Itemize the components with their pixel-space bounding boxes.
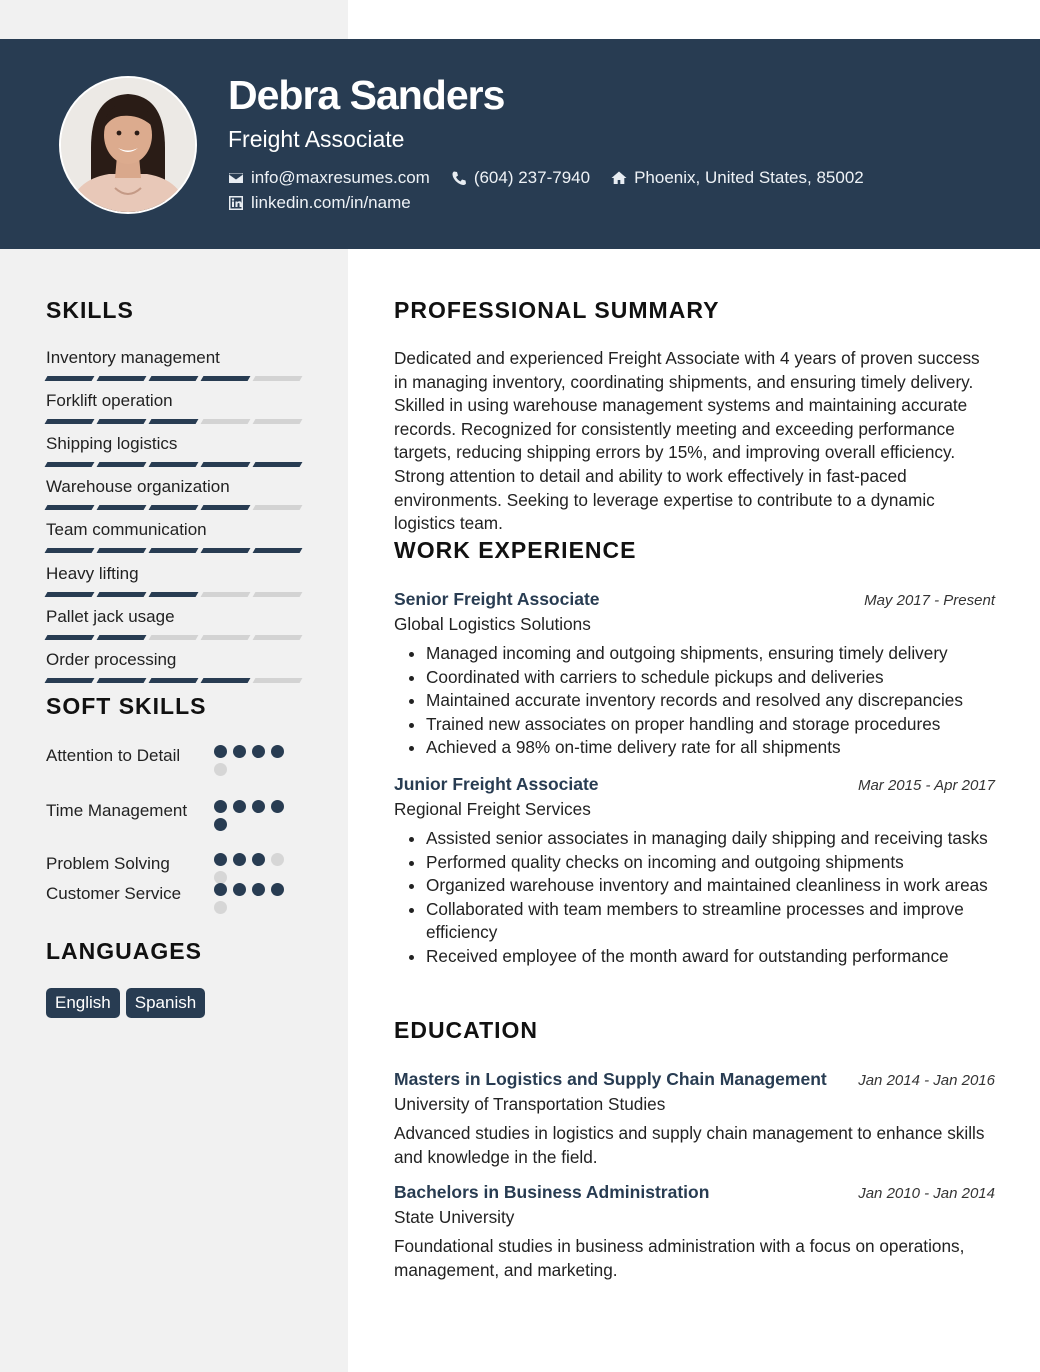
rating-dot	[214, 853, 227, 866]
contact-phone[interactable]	[451, 167, 590, 189]
profile-photo	[61, 78, 195, 212]
responsibility-item: • Organized warehouse inventory and maintained cleanliness in work areas	[426, 874, 995, 898]
avatar	[59, 76, 197, 214]
rating-dot	[271, 745, 284, 758]
company-name: Regional Freight Services	[394, 799, 591, 819]
phone-icon	[451, 170, 467, 186]
soft-skill-rating	[214, 853, 292, 884]
soft-skill-item	[46, 799, 296, 822]
resume-header	[0, 39, 1040, 249]
skill-item	[46, 519, 302, 553]
skill-item	[46, 606, 302, 640]
rating-dot	[252, 853, 265, 866]
skill-level-segment	[201, 376, 251, 381]
skill-name: Inventory management	[46, 348, 220, 367]
skill-level-segment	[97, 548, 147, 553]
rating-dot	[233, 800, 246, 813]
skill-name: Pallet jack usage	[46, 607, 175, 626]
linkedin-icon	[228, 195, 244, 211]
skill-level-segment	[253, 505, 303, 510]
skill-level-segment	[45, 505, 95, 510]
experience-heading: WORK EXPERIENCE	[394, 537, 637, 563]
rating-dot	[252, 745, 265, 758]
education-dates: Jan 2010 - Jan 2014	[858, 1185, 995, 1202]
contact-line	[228, 192, 432, 214]
rating-dot	[252, 800, 265, 813]
soft-skill-item	[46, 882, 296, 905]
summary-text: Dedicated and experienced Freight Associate with 4 years of proven success in managing inventory, coordinating shipments, and ensuring timely delivery. Skilled in using warehouse management systems and maintaining accurate records. Recognized for consistently meeting and exceeding performance targets, reducing shipping errors by 15%, and improving overall efficiency. Strong attention to detail and ability to work effectively in fast-paced environments. Seeking to leverage expertise to contribute to a dynamic logistics team.	[394, 348, 980, 534]
skill-level-segment	[97, 376, 147, 381]
experience-entry	[394, 773, 995, 969]
skill-level-segment	[149, 505, 199, 510]
skill-item	[46, 649, 302, 683]
soft-skill-rating	[214, 800, 292, 831]
soft-skill-name: Attention to Detail	[46, 746, 181, 765]
skill-level-segment	[201, 419, 251, 424]
education-heading: EDUCATION	[394, 1017, 539, 1043]
skill-name: Warehouse organization	[46, 477, 230, 496]
responsibility-item: • Coordinated with carriers to schedule pickups and deliveries	[426, 666, 995, 690]
entry-header	[394, 1181, 995, 1204]
rating-dot	[233, 883, 246, 896]
skill-level-bar	[46, 548, 302, 553]
skill-level-segment	[149, 592, 199, 597]
summary-heading: PROFESSIONAL SUMMARY	[394, 297, 720, 323]
school-name: University of Transportation Studies	[394, 1094, 666, 1114]
rating-dot	[271, 853, 284, 866]
linkedin-text: linkedin.com/in/name	[251, 193, 411, 212]
skill-level-segment	[97, 635, 147, 640]
skill-level-bar	[46, 635, 302, 640]
school-name: State University	[394, 1207, 515, 1227]
education-entry	[394, 1068, 995, 1169]
rating-dot	[214, 745, 227, 758]
skill-level-bar	[46, 462, 302, 467]
skill-level-segment	[253, 635, 303, 640]
skill-level-segment	[253, 678, 303, 683]
rating-dot	[214, 763, 227, 776]
skill-level-bar	[46, 592, 302, 597]
soft-skill-item	[46, 852, 296, 875]
candidate-name: Debra Sanders	[228, 72, 505, 118]
skill-level-segment	[149, 635, 199, 640]
location-text: Phoenix, United States, 85002	[634, 168, 864, 187]
contact-line	[228, 167, 885, 189]
email-text: info@maxresumes.com	[251, 168, 430, 187]
entry-header	[394, 773, 995, 796]
soft-skill-rating	[214, 883, 292, 914]
skill-item	[46, 563, 302, 597]
rating-dot	[271, 883, 284, 896]
skill-level-segment	[201, 462, 251, 467]
skill-item	[46, 347, 302, 381]
skill-level-segment	[45, 419, 95, 424]
skill-name: Heavy lifting	[46, 564, 139, 583]
phone-text: (604) 237-7940	[473, 168, 591, 187]
skill-level-bar	[46, 419, 302, 424]
company-name: Global Logistics Solutions	[394, 614, 591, 634]
skill-level-segment	[45, 678, 95, 683]
job-role: Senior Freight Associate	[394, 589, 600, 609]
skill-level-bar	[46, 376, 302, 381]
skill-name: Team communication	[46, 520, 207, 539]
responsibility-item: • Collaborated with team members to streamline processes and improve efficiency	[426, 898, 995, 945]
language-tag: Spanish	[126, 988, 205, 1018]
skill-level-segment	[45, 548, 95, 553]
skill-level-segment	[201, 505, 251, 510]
skill-level-segment	[97, 678, 147, 683]
skill-level-segment	[201, 548, 251, 553]
education-description: Advanced studies in logistics and supply chain management to enhance skills and knowledge in the field.	[394, 1123, 985, 1167]
skill-level-segment	[97, 592, 147, 597]
skill-level-segment	[97, 505, 147, 510]
skill-level-bar	[46, 678, 302, 683]
skill-level-segment	[149, 548, 199, 553]
job-title: Freight Associate	[228, 126, 405, 152]
skill-name: Shipping logistics	[46, 434, 178, 453]
entry-header	[394, 588, 995, 611]
responsibility-item: • Managed incoming and outgoing shipments, ensuring timely delivery	[426, 642, 995, 666]
skill-level-segment	[201, 592, 251, 597]
envelope-icon	[228, 170, 244, 186]
skill-level-segment	[253, 462, 303, 467]
rating-dot	[271, 800, 284, 813]
skill-level-segment	[253, 592, 303, 597]
rating-dot	[252, 883, 265, 896]
responsibility-item: • Achieved a 98% on-time delivery rate for all shipments	[426, 736, 995, 760]
soft-skill-item	[46, 744, 296, 767]
degree-name: Bachelors in Business Administration	[394, 1182, 710, 1202]
skill-item	[46, 390, 302, 424]
skill-level-segment	[45, 592, 95, 597]
education-entry	[394, 1181, 995, 1282]
skill-level-segment	[97, 462, 147, 467]
skill-level-segment	[253, 548, 303, 553]
contact-linkedin[interactable]	[228, 192, 411, 214]
languages-list	[46, 988, 205, 1018]
soft-skill-name: Time Management	[46, 801, 188, 820]
contact-location	[611, 167, 864, 189]
education-description: Foundational studies in business administration with a focus on operations, management, and marketing.	[394, 1236, 965, 1280]
skill-level-segment	[45, 635, 95, 640]
rating-dot	[214, 901, 227, 914]
language-tag: English	[46, 988, 120, 1018]
skill-level-segment	[149, 678, 199, 683]
soft-skills-heading: SOFT SKILLS	[46, 693, 207, 719]
skill-level-segment	[45, 376, 95, 381]
soft-skill-rating	[214, 745, 292, 776]
skill-item	[46, 476, 302, 510]
skill-item	[46, 433, 302, 467]
skill-level-segment	[201, 635, 251, 640]
skill-level-segment	[97, 419, 147, 424]
skill-level-segment	[149, 419, 199, 424]
contact-email[interactable]	[228, 167, 430, 189]
soft-skill-name: Customer Service	[46, 884, 182, 903]
skill-level-bar	[46, 505, 302, 510]
entry-header	[394, 1068, 995, 1091]
skill-level-segment	[253, 419, 303, 424]
rating-dot	[214, 818, 227, 831]
skill-name: Forklift operation	[46, 391, 173, 410]
rating-dot	[233, 745, 246, 758]
languages-heading: LANGUAGES	[46, 938, 202, 964]
skill-level-segment	[45, 462, 95, 467]
job-dates: Mar 2015 - Apr 2017	[857, 777, 995, 794]
responsibility-item: • Trained new associates on proper handling and storage procedures	[426, 713, 995, 737]
responsibility-item: • Assisted senior associates in managing daily shipping and receiving tasks	[426, 827, 995, 851]
experience-entry	[394, 588, 995, 760]
job-role: Junior Freight Associate	[394, 774, 599, 794]
rating-dot	[214, 800, 227, 813]
responsibility-item: • Maintained accurate inventory records and resolved any discrepancies	[426, 689, 995, 713]
job-dates: May 2017 - Present	[864, 592, 995, 609]
degree-name: Masters in Logistics and Supply Chain Management	[394, 1069, 827, 1089]
soft-skill-name: Problem Solving	[46, 854, 170, 873]
rating-dot	[233, 853, 246, 866]
responsibility-item: • Performed quality checks on incoming and outgoing shipments	[426, 851, 995, 875]
education-dates: Jan 2014 - Jan 2016	[858, 1072, 995, 1089]
skill-name: Order processing	[46, 650, 177, 669]
home-icon	[611, 170, 627, 186]
responsibilities-list	[394, 827, 995, 969]
skill-level-segment	[149, 376, 199, 381]
skills-heading: SKILLS	[46, 297, 134, 323]
responsibility-item: • Received employee of the month award for outstanding performance	[426, 945, 995, 969]
skill-level-segment	[253, 376, 303, 381]
skill-level-segment	[149, 462, 199, 467]
skill-level-segment	[201, 678, 251, 683]
responsibilities-list	[394, 642, 995, 760]
rating-dot	[214, 883, 227, 896]
